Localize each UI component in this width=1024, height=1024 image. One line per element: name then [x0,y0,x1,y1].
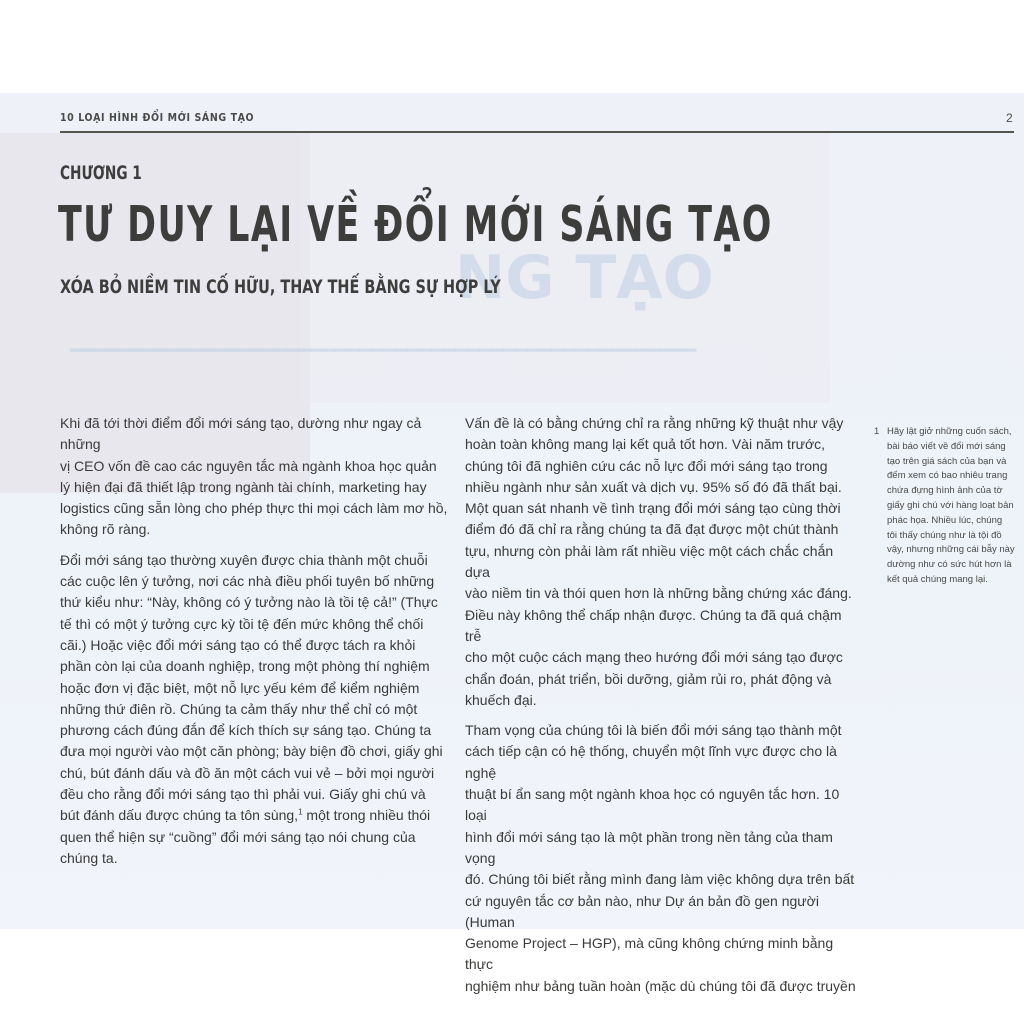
footnote-number: 1 [874,426,880,437]
show-through-text: ━━━━━━━━━━━━━━━━━━━━━━━━━━━━━━━━━━━━━━━━━━━━━━━━━━━━ [70,338,697,362]
body-column-left [60,413,450,878]
chapter-title: TƯ DUY LẠI VỀ ĐỔI MỚI SÁNG TẠO [58,196,773,253]
paragraph-text: Đổi mới sáng tạo thường xuyên được chia thành một chuỗi các cuộc lên ý tưởng, nơi các nhà điều phối tuyên bố những thứ kiểu như: “Này, không có ý tưởng nào là tồi tệ cả!” (Thực tế thì có một ý tưởng cực kỳ tồi tệ đến mức không thể chối cãi.) Hoặc việc đổi mới sáng tạo có thể được tách ra khỏi phần còn lại của doanh nghiệp, trong một phòng thí nghiệm hoặc đơn vị đặc biệt, một nỗ lực yếu kém để kiểm nghiệm những thứ điên rồ. Chúng ta cảm thấy như thể chỉ có một phương cách đúng đắn để kích thích sự sáng tạo. Chúng ta đưa mọi người vào một căn phòng; bày biện đồ chơi, giấy ghi chú, bút đánh dấu và đồ ăn một cách vui vẻ – bởi mọi người đều cho rằng đổi mới sáng tạo thì phải vui. Giấy ghi chú và bút đánh dấu được chúng ta tôn sùng, [60,551,443,824]
paragraph: Tham vọng của chúng tôi là biến đổi mới sáng tạo thành một cách tiếp cận có hệ thống, chuyển một lĩnh vực được cho là nghệ thuật bí ẩn sang một ngành khoa học có nguyên tắc hơn. 10 loại hình đổi mới sáng tạo là một phần trong nền tảng của tham vọng đó. Chúng tôi biết rằng mình đang làm việc không dựa trên bất cứ nguyên tắc cơ bản nào, như Dự án bản đồ gen người (Human Genome Project – HGP), mà cũng không chứng minh bằng thực nghiệm như bảng tuần hoàn (mặc dù chúng tôi đã được truyền [465,722,856,994]
paragraph-text: một trong nhiều thói quen thể hiện sự “cuồng” đổi mới sáng tạo nói chung của chúng ta. [60,807,431,866]
footnote-text: Hãy lật giở những cuốn sách, bài báo viết về đổi mới sáng tạo trên giá sách của bạn và đếm xem có bao nhiêu trang chứa đựng hình ảnh của tờ giấy ghi chú với hàng loạt bản phác họa. Nhiều lúc, chúng tôi thấy chúng như là tội đồ vậy, nhưng những cái bẫy này dường như có sức hút hơn là kết quả chúng mang lại. [887,426,1015,585]
show-through-text: NG TẠO [455,243,714,313]
header-rule [60,131,1014,133]
body-column-right [465,413,857,1006]
paragraph: Vấn đề là có bằng chứng chỉ ra rằng những kỹ thuật như vậy hoàn toàn không mang lại kết quả tốt hơn. Vài năm trước, chúng tôi đã nghiên cứu các nỗ lực đổi mới sáng tạo trong nhiều ngành như sản xuất và dịch vụ. 95% số đó đã thất bại. Một quan sát nhanh về tình trạng đổi mới sáng tạo cùng thời điểm đó đã chỉ ra rằng chúng ta đã đạt được một chút thành tựu, nhưng còn phải làm rất nhiều việc một cách chắc chắn dựa vào niềm tin và thói quen hơn là những bằng chứng xác đáng. Điều này không thể chấp nhận được. Chúng ta đã quá chậm trễ cho một cuộc cách mạng theo hướng đổi mới sáng tạo được chẩn đoán, phát triển, bồi dưỡng, giảm rủi ro, phát động và khuếch đại. [465,415,852,708]
page-number: 2 [1006,111,1013,125]
chapter-label: CHƯƠNG 1 [60,162,142,184]
footnote-reference: 1 [298,807,303,817]
running-head: 10 LOẠI HÌNH ĐỔI MỚI SÁNG TẠO [60,112,255,124]
paragraph: Khi đã tới thời điểm đổi mới sáng tạo, dường như ngay cả những vị CEO vốn đề cao các nguyên tắc mà ngành khoa học quản lý hiện đại đã thiết lập trong ngành tài chính, marketing hay logistics cũng sẵn lòng cho phép thực thi mọi cách làm mơ hồ, không rõ ràng. [60,415,448,538]
paragraph [60,550,450,869]
chapter-subtitle: XÓA BỎ NIỀM TIN CỐ HỮU, THAY THẾ BẰNG SỰ HỢP LÝ [60,276,501,298]
